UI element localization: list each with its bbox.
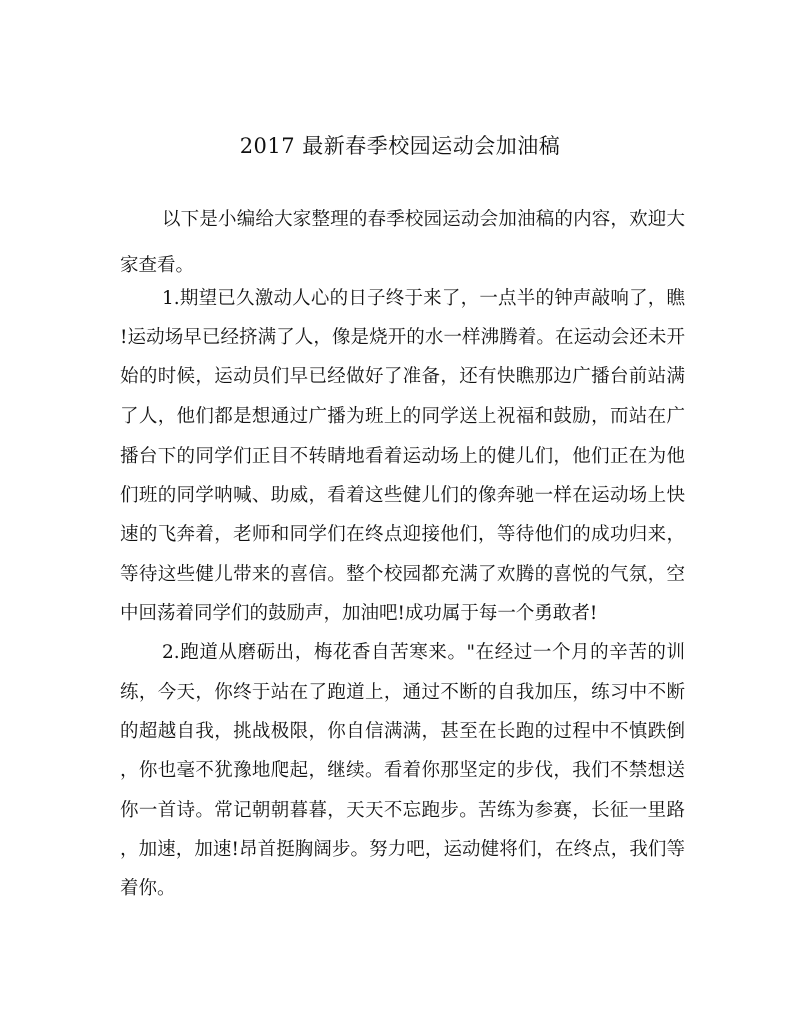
paragraph-1-line: 1.期望已久激动人心的日子终于来了，一点半的钟声敲响了，瞧 — [162, 288, 685, 309]
intro-line: 家查看。 — [120, 255, 195, 276]
paragraph-2-line: 2.跑道从磨砺出，梅花香自苦寒来。"在经过一个月的辛苦的训 — [162, 642, 685, 663]
paragraph-2-line: 练，今天，你终于站在了跑道上，通过不断的自我加压，练习中不断 — [120, 682, 685, 703]
paragraph-2-line: 你一首诗。常记朝朝暮暮，天天不忘跑步。苦练为参赛，长征一里路 — [120, 800, 685, 821]
paragraph-2-line: 的超越自我，挑战极限，你自信满满，甚至在长跑的过程中不慎跌倒 — [120, 721, 685, 742]
paragraph-2-line: ，加速，加速!昂首挺胸阔步。努力吧，运动健将们，在终点，我们等 — [120, 839, 685, 860]
paragraph-1-line: 速的飞奔着，老师和同学们在终点迎接他们，等待他们的成功归来， — [120, 524, 685, 545]
paragraph-1-line: 们班的同学呐喊、助威，看着这些健儿们的像奔驰一样在运动场上快 — [120, 485, 685, 506]
paragraph-1-line: 等待这些健儿带来的喜信。整个校园都充满了欢腾的喜悦的气氛，空 — [120, 564, 685, 585]
document-title: 2017 最新春季校园运动会加油稿 — [239, 134, 561, 158]
paragraph-1-line: 始的时候，运动员们早已经做好了准备，还有快瞧那边广播台前站满 — [120, 366, 685, 387]
paragraph-2-line: ，你也毫不犹豫地爬起，继续。看着你那坚定的步伐，我们不禁想送 — [120, 760, 685, 781]
paragraph-1-line: 了人，他们都是想通过广播为班上的同学送上祝福和鼓励，而站在广 — [120, 406, 685, 427]
paragraph-1-line: 播台下的同学们正目不转睛地看着运动场上的健儿们，他们正在为他 — [120, 446, 685, 467]
paragraph-1-line: 中回荡着同学们的鼓励声，加油吧!成功属于每一个勇敢者! — [120, 603, 598, 624]
paragraph-1-line: !运动场早已经挤满了人，像是烧开的水一样沸腾着。在运动会还未开 — [120, 327, 685, 348]
paragraph-2-line: 着你。 — [120, 878, 176, 899]
intro-line: 以下是小编给大家整理的春季校园运动会加油稿的内容，欢迎大 — [162, 209, 685, 230]
